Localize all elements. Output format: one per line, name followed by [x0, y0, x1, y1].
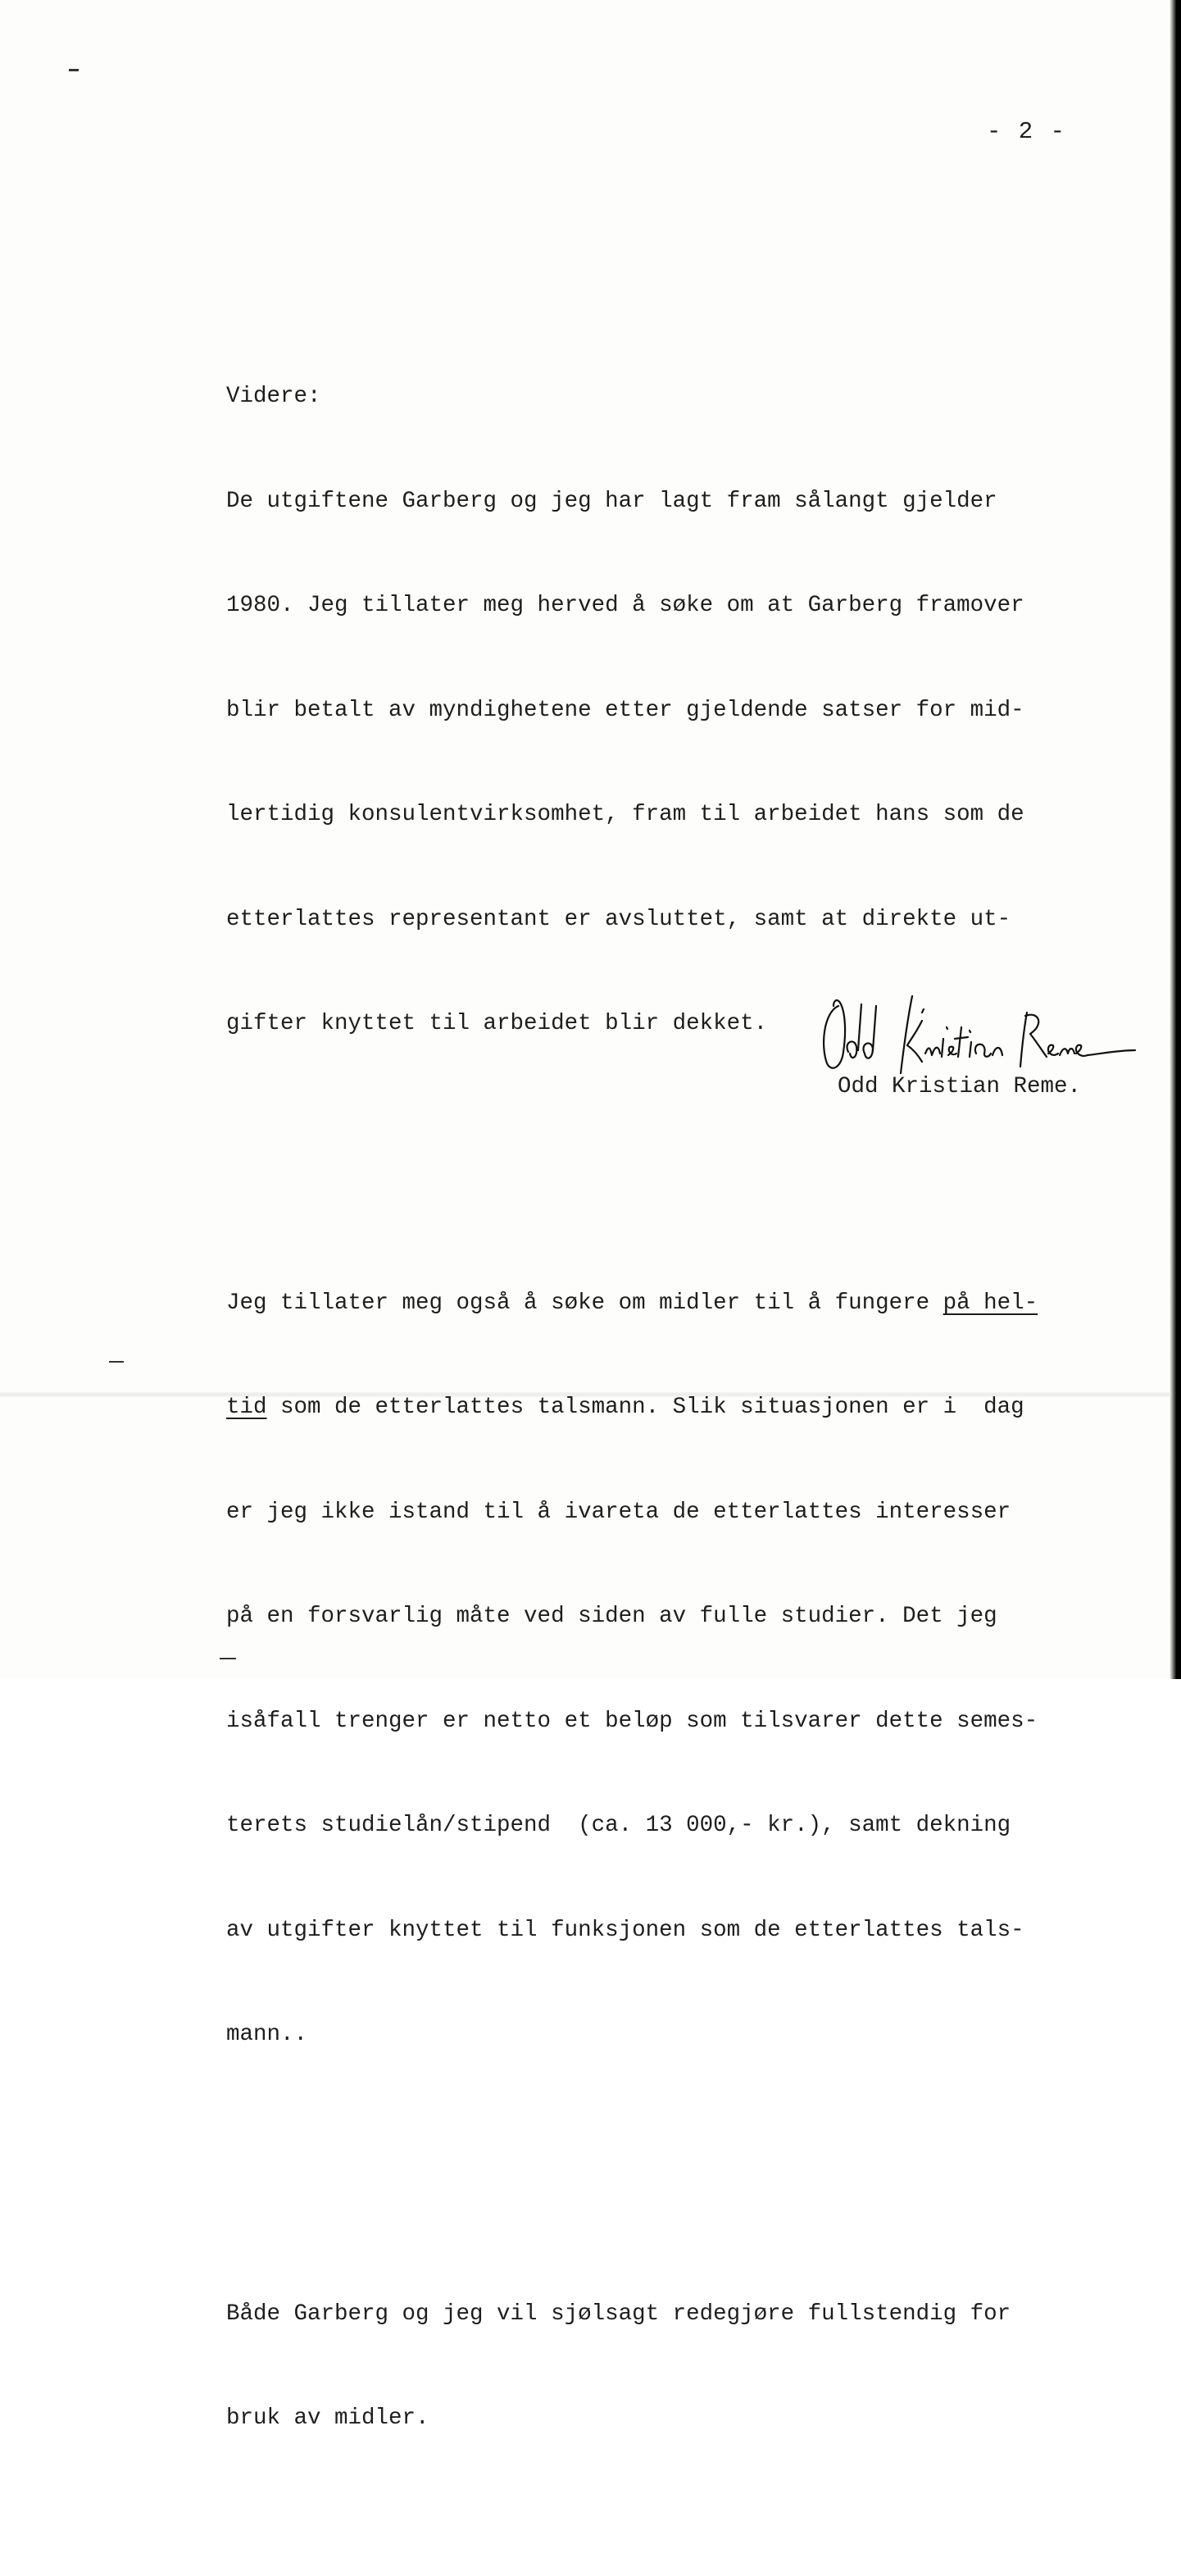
- letter-body: [226, 240, 1095, 2576]
- underlined-text: på hel-: [943, 1290, 1038, 1316]
- text-line: Videre:: [226, 384, 321, 409]
- scan-speck: [109, 1361, 124, 1363]
- signer-name: Odd Kristian Reme.: [838, 1074, 1082, 1099]
- text-line: på en forsvarlig måte ved siden av fulle studier. Det jeg: [226, 1604, 997, 1629]
- text-line: bruk av midler.: [226, 2405, 429, 2431]
- text-line: gifter knyttet til arbeidet blir dekket.: [226, 1011, 768, 1036]
- text-line: terets studielån/stipend (ca. 13 000,- kr.), samt dekning: [226, 1813, 1011, 1838]
- paragraph-3: [226, 2228, 1095, 2506]
- text-line: er jeg ikke istand til å ivareta de etterlattes interesser: [226, 1499, 1011, 1525]
- text-line: 1980. Jeg tillater meg herved å søke om at Garberg framover: [226, 593, 1024, 618]
- paragraph-2: [226, 1217, 1095, 2123]
- text-line: [226, 1286, 1095, 1322]
- text-line: etterlattes representant er avsluttet, samt at direkte ut-: [226, 906, 1011, 932]
- text-line: [226, 1390, 1095, 1426]
- text-line: isåfall trenger er netto et beløp som tilsvarer dette semes-: [226, 1708, 1038, 1734]
- text-line: blir betalt av myndighetene etter gjeldende satser for mid-: [226, 697, 1024, 723]
- text-line: mann..: [226, 2022, 308, 2047]
- text-line: Både Garberg og jeg vil sjølsagt redegjøre fullstendig for: [226, 2301, 1011, 2327]
- text-segment: som de etterlattes talsmann. Slik situasjonen er i dag: [266, 1395, 1024, 1420]
- scan-speck: [69, 69, 79, 71]
- page-number: - 2 -: [987, 118, 1067, 145]
- text-line: De utgiftene Garberg og jeg har lagt fram sålangt gjelder: [226, 488, 997, 514]
- scan-edge: [1170, 0, 1181, 1679]
- underlined-text: tid: [226, 1395, 267, 1420]
- handwritten-signature: [815, 988, 1139, 1078]
- text-line: av utgifter knyttet til funksjonen som de etterlattes tals-: [226, 1917, 1024, 1943]
- text-line: lertidig konsulentvirksomhet, fram til arbeidet hans som de: [226, 802, 1024, 827]
- text-segment: Jeg tillater meg også å søke om midler til å fungere: [226, 1290, 943, 1316]
